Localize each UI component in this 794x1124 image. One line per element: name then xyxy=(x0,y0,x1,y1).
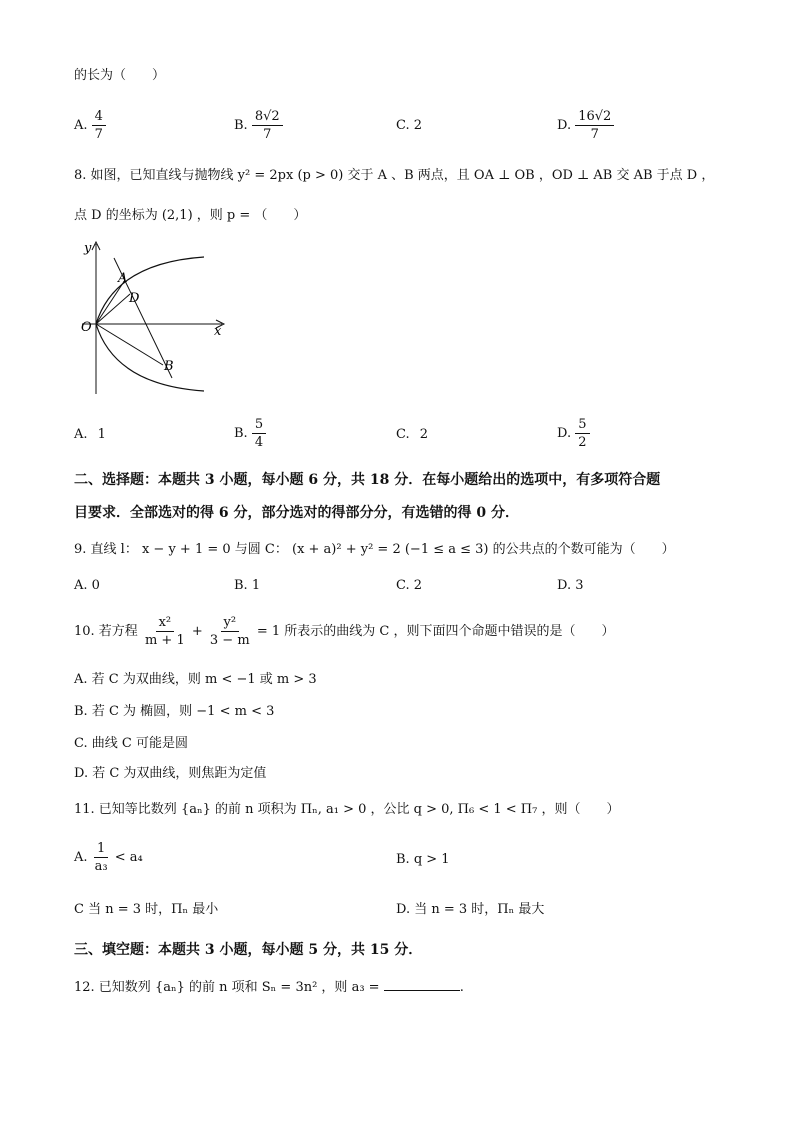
q8-figure xyxy=(72,236,232,400)
q9-option-c: C. 2 xyxy=(396,578,423,593)
q11-option-b: B. q > 1 xyxy=(396,852,450,867)
q11-option-d: D. 当 n = 3 时，Πₙ 最大 xyxy=(396,902,545,917)
q11-option-a: A. $\frac{1}{\text{a₃}}$ < a₄ xyxy=(74,841,143,874)
label-d: D xyxy=(129,291,140,306)
q10-option-c: C. 曲线 C 可能是圆 xyxy=(74,736,188,751)
q7-option-b: B. $\frac{8√2}{7}$ xyxy=(234,108,283,143)
q9-option-b: B. 1 xyxy=(234,578,261,593)
label-a: A xyxy=(118,271,128,286)
q10-stem: 10. 若方程 $\frac{\text{x²}}{m + 1}$ + $\frac{\text{y²}}{3 - m}$ = 1 所表示的曲线为 C ，则下面四个命题中错误的是（ ） xyxy=(74,615,615,648)
label-o: O xyxy=(81,320,92,335)
q9-option-d: D. 3 xyxy=(557,578,584,593)
segment-ob xyxy=(96,324,163,365)
section-2-heading-line1: 二、选择题：本题共 3 小题，每小题 6 分，共 18 分．在每小题给出的选项中，有多项符合题 xyxy=(74,472,661,488)
q9-stem: 9. 直线 l： x − y + 1 = 0 与圆 C： (x + a)² + y² = 2 (−1 ≤ a ≤ 3) 的公共点的个数可能为（ ） xyxy=(74,542,675,557)
q8-option-d: D. $\frac{5}{2}$ xyxy=(557,416,590,451)
q10-option-b: B. 若 C 为 椭圆，则 −1 < m < 3 xyxy=(74,704,275,719)
label-x: x xyxy=(214,324,222,339)
label-b: B xyxy=(164,359,174,374)
q8-option-a: A. 1 xyxy=(74,427,106,442)
q8-stem-line2: 点 D 的坐标为 (2,1) ，则 p = （ ） xyxy=(74,208,307,223)
label-y: y xyxy=(84,241,92,256)
q10-option-d: D. 若 C 为双曲线，则焦距为定值 xyxy=(74,766,267,781)
q10-option-a: A. 若 C 为双曲线，则 m < −1 或 m > 3 xyxy=(74,672,317,687)
q8-option-b: B. $\frac{5}{4}$ xyxy=(234,416,266,451)
q7-option-c: C. 2 xyxy=(396,118,423,133)
q11-option-c: C 当 n = 3 时，Πₙ 最小 xyxy=(74,902,219,917)
q9-option-a: A. 0 xyxy=(74,578,100,593)
q8-stem-line1: 8. 如图，已知直线与抛物线 y² = 2px (p > 0) 交于 A 、B 两点，且 OA ⊥ OB ，OD ⊥ AB 交 AB 于点 D ， xyxy=(74,168,715,183)
q8-option-c: C. 2 xyxy=(396,427,429,442)
q12-stem: 12. 已知数列 {aₙ} 的前 n 项和 Sₙ = 3n² ，则 a₃ = . xyxy=(74,976,464,998)
q7-tail: 的长为（ ） xyxy=(74,68,166,83)
section-2-heading-line2: 目要求．全部选对的得 6 分，部分选对的得部分分，有选错的得 0 分． xyxy=(74,505,519,521)
q12-answer-blank[interactable] xyxy=(384,976,460,991)
q11-stem: 11. 已知等比数列 {aₙ} 的前 n 项积为 Πₙ, a₁ > 0 ，公比 q > 0, Π₆ < 1 < Π₇ ，则（ ） xyxy=(74,802,620,817)
q7-option-d: D. $\frac{16√2}{7}$ xyxy=(557,108,614,143)
q7-option-a: A. $\frac{4}{7}$ xyxy=(74,108,106,143)
section-3-heading: 三、填空题：本题共 3 小题，每小题 5 分，共 15 分． xyxy=(74,942,423,958)
